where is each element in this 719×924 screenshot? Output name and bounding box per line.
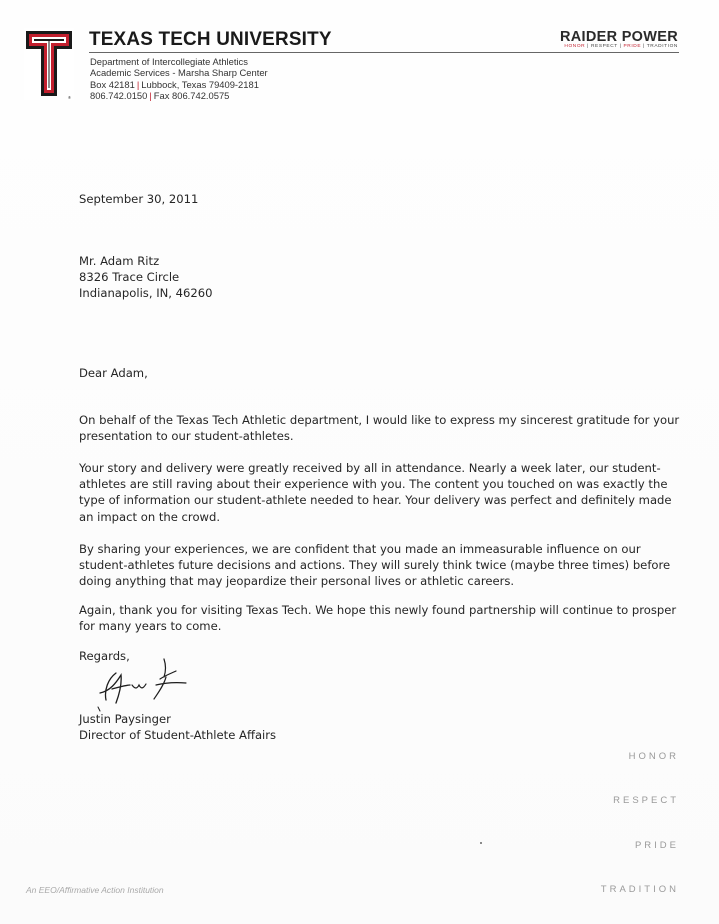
tagline-respect: RESPECT bbox=[590, 44, 618, 49]
dept-line: Academic Services - Marsha Sharp Center bbox=[90, 67, 268, 79]
tagline-pride: PRIDE bbox=[623, 44, 642, 49]
value-pride: PRIDE bbox=[634, 840, 679, 851]
tagline-tradition: TRADITION bbox=[646, 44, 678, 49]
signer-name: Justin Paysinger bbox=[79, 712, 171, 726]
paragraph bbox=[79, 602, 676, 634]
raider-power-tagline: HONOR | RESPECT | PRIDE | TRADITION bbox=[564, 44, 678, 49]
paragraph bbox=[79, 412, 679, 444]
paragraph-line: athletes are still raving about their experience with you. The content you touched on was exactly the bbox=[79, 477, 668, 492]
signature-icon bbox=[86, 655, 196, 715]
address-city: Lubbock, Texas 79409-2181 bbox=[141, 78, 259, 90]
tagline-honor: HONOR bbox=[564, 44, 586, 49]
paper-speck bbox=[480, 842, 482, 844]
university-name: TEXAS TECH UNIVERSITY bbox=[89, 28, 332, 50]
paragraph-line: doing anything that may jeopardize their personal lives or athletic careers. bbox=[79, 574, 515, 589]
fax: Fax 806.742.0575 bbox=[153, 90, 230, 102]
address-box: Box 42181 bbox=[90, 78, 135, 90]
paragraph-line: By sharing your experiences, we are confident that you made an immeasurable influence on our bbox=[79, 542, 641, 556]
signer-block bbox=[79, 711, 276, 743]
value-tradition: TRADITION bbox=[600, 884, 679, 895]
separator: | bbox=[136, 78, 140, 90]
salutation: Dear Adam, bbox=[79, 366, 148, 380]
signer-title: Director of Student-Athlete Affairs bbox=[79, 728, 277, 743]
recipient-line: Mr. Adam Ritz bbox=[79, 254, 160, 268]
recipient-line: 8326 Trace Circle bbox=[79, 270, 180, 285]
recipient-address bbox=[79, 253, 213, 302]
department-address bbox=[90, 56, 268, 102]
header-divider bbox=[89, 52, 679, 53]
paragraph-line: On behalf of the Texas Tech Athletic department, I would like to express my sincerest gratitude for your bbox=[79, 413, 680, 427]
paragraph bbox=[79, 460, 672, 525]
svg-text:®: ® bbox=[68, 95, 71, 100]
closing: Regards, bbox=[79, 649, 130, 663]
value-respect: RESPECT bbox=[613, 795, 679, 806]
paragraph-line: an impact on the crowd. bbox=[79, 509, 221, 524]
paragraph-line: for many years to come. bbox=[79, 619, 222, 634]
dept-line: Department of Intercollegiate Athletics bbox=[90, 56, 248, 67]
double-t-logo-icon bbox=[24, 28, 74, 100]
separator: | bbox=[149, 90, 152, 102]
recipient-line: Indianapolis, IN, 46260 bbox=[79, 286, 213, 301]
letter-date: September 30, 2011 bbox=[79, 192, 199, 206]
paragraph-line: type of information our student-athlete needed to hear. Your delivery was perfect and definitely made bbox=[79, 493, 672, 508]
paragraph-line: presentation to our student-athletes. bbox=[79, 429, 294, 444]
paragraph-line: Your story and delivery were greatly received by all in attendance. Nearly a week later, our student- bbox=[79, 461, 661, 475]
value-honor: HONOR bbox=[628, 751, 679, 762]
dept-line bbox=[90, 90, 268, 101]
eeo-statement: An EEO/Affirmative Action Institution bbox=[26, 885, 164, 895]
paragraph-line: Again, thank you for visiting Texas Tech. We hope this newly found partnership will continue to prosper bbox=[79, 603, 677, 617]
phone: 806.742.0150 bbox=[90, 90, 148, 102]
paragraph bbox=[79, 541, 670, 590]
raider-power-logo: RAIDER POWER bbox=[560, 29, 678, 45]
paragraph-line: student-athletes future decisions and actions. They will surely think twice (maybe three times) before bbox=[79, 558, 671, 573]
dept-line bbox=[90, 79, 268, 90]
